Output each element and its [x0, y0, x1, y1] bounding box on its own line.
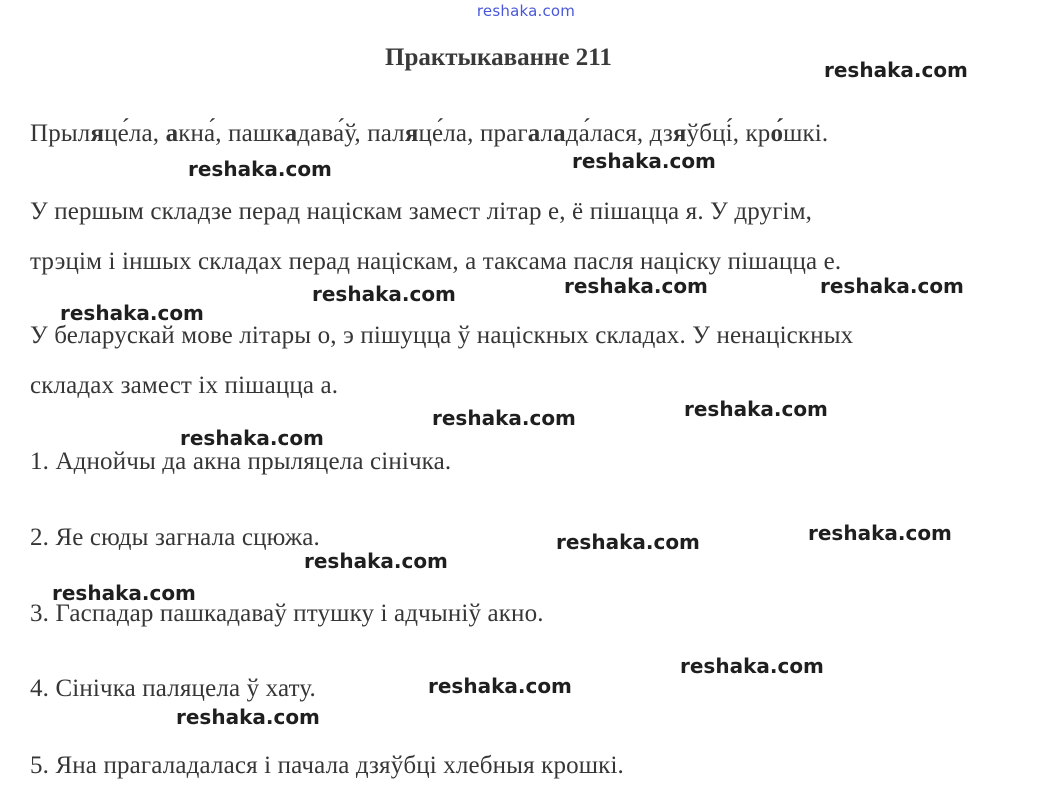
answer-word — [166, 120, 229, 147]
watermark: reshaka.com — [52, 581, 196, 605]
rule1-line2: трэцім і іншых складах перад націскам, а таксама пасля націску пішацца е. — [30, 248, 842, 275]
sentence-2: 2. Яе сюды загнала сцюжа. — [30, 524, 320, 551]
word-part: да́лася, — [565, 120, 650, 147]
word-part: пал — [367, 120, 405, 147]
watermark: reshaka.com — [680, 654, 824, 678]
site-header-link[interactable]: reshaka.com — [476, 2, 576, 20]
sentence-1: 1. Аднойчы да акна прыляцела сінічка. — [30, 448, 452, 475]
word-part: ўбці́, — [686, 120, 746, 147]
answer-word — [480, 120, 650, 147]
watermark: reshaka.com — [60, 301, 204, 325]
word-part: Прыл — [30, 120, 91, 147]
watermark: reshaka.com — [572, 149, 716, 173]
watermark: reshaka.com — [180, 426, 324, 450]
word-part: пашк — [228, 120, 285, 147]
highlighted-letter: а — [165, 120, 179, 147]
answer-word — [746, 120, 829, 147]
sentence-3: 3. Гаспадар пашкадаваў птушку і адчыніў акно. — [30, 600, 544, 627]
rule2-line2: складах замест іх пішацца а. — [30, 372, 339, 399]
highlighted-letter: а — [527, 120, 541, 147]
watermark: reshaka.com — [820, 274, 964, 298]
word-part: це́ла, — [104, 120, 166, 147]
watermark: reshaka.com — [304, 549, 448, 573]
word-part: це́ла, — [418, 120, 480, 147]
rule1-line1: У першым складзе перад націскам замест літар е, ё пішацца я. У другім, — [30, 198, 813, 225]
watermark: reshaka.com — [556, 530, 700, 554]
rule2-line1: У беларускай мове літары о, э пішуцца ў націскных складах. У ненаціскных — [30, 322, 854, 349]
watermark: reshaka.com — [432, 406, 576, 430]
highlighted-letter: а — [284, 120, 298, 147]
watermark: reshaka.com — [428, 674, 572, 698]
highlighted-letter: а — [553, 120, 566, 147]
word-part: дз — [649, 120, 673, 147]
highlighted-letter: я — [90, 120, 105, 147]
word-part: шкі. — [783, 120, 829, 147]
word-part: кр — [745, 120, 771, 147]
answer-word — [228, 120, 367, 147]
word-part: кна́, — [178, 120, 229, 147]
answer-words-line — [30, 120, 828, 148]
answer-word — [367, 120, 480, 147]
word-part: л — [540, 120, 554, 147]
word-part: праг — [479, 120, 528, 147]
watermark: reshaka.com — [188, 157, 332, 181]
watermark: reshaka.com — [824, 58, 968, 82]
watermark: reshaka.com — [684, 397, 828, 421]
watermark: reshaka.com — [176, 705, 320, 729]
sentence-4: 4. Сінічка паляцела ў хату. — [30, 675, 316, 702]
highlighted-letter: о́ — [770, 120, 784, 147]
watermark: reshaka.com — [564, 274, 708, 298]
watermark: reshaka.com — [808, 521, 952, 545]
highlighted-letter: я — [404, 120, 419, 147]
sentence-5: 5. Яна прагаладалася і пачала дзяўбці хлебныя крошкі. — [30, 752, 624, 779]
word-part: дава́ў, — [297, 120, 368, 147]
exercise-title: Практыкаванне 211 — [385, 44, 612, 71]
highlighted-letter: я — [672, 120, 687, 147]
answer-word — [650, 120, 746, 147]
watermark: reshaka.com — [312, 282, 456, 306]
answer-word — [30, 120, 166, 147]
